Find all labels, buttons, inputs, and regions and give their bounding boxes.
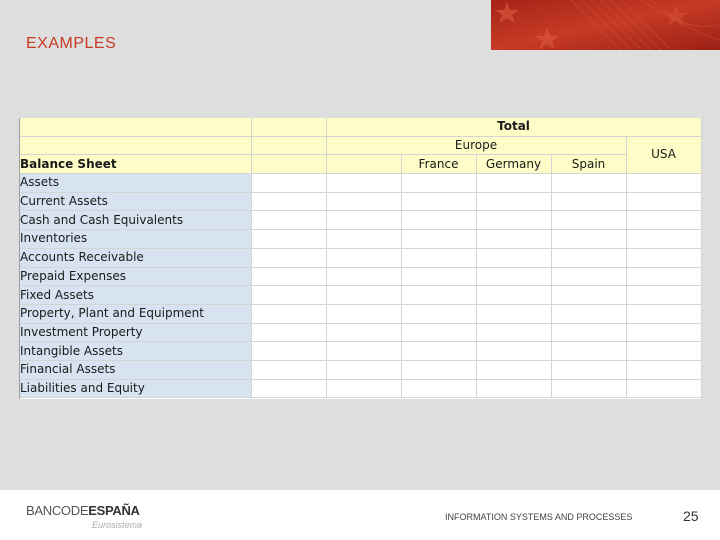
- data-cell[interactable]: [326, 360, 401, 379]
- header-cell: [20, 118, 251, 136]
- data-cell[interactable]: [251, 360, 326, 379]
- data-cell[interactable]: [326, 230, 401, 249]
- data-cell[interactable]: [326, 342, 401, 361]
- data-cell[interactable]: [251, 267, 326, 286]
- table-row: [20, 360, 701, 379]
- table-row: [20, 211, 701, 230]
- data-cell[interactable]: [401, 211, 476, 230]
- data-cell[interactable]: [401, 192, 476, 211]
- data-cell[interactable]: [626, 230, 701, 249]
- data-cell[interactable]: [551, 230, 626, 249]
- data-cell[interactable]: [551, 304, 626, 323]
- data-cell[interactable]: [476, 267, 551, 286]
- data-cell[interactable]: [476, 323, 551, 342]
- table-row: [20, 323, 701, 342]
- data-cell[interactable]: [251, 211, 326, 230]
- data-cell[interactable]: [251, 286, 326, 305]
- data-cell[interactable]: [551, 248, 626, 267]
- data-cell[interactable]: [401, 323, 476, 342]
- data-cell[interactable]: [476, 304, 551, 323]
- header-cell: [20, 136, 251, 155]
- header-total: Total: [326, 118, 701, 136]
- table-row: [20, 342, 701, 361]
- footer: [0, 490, 720, 540]
- row-label: Prepaid Expenses: [20, 267, 251, 286]
- header-balance-sheet: Balance Sheet: [20, 155, 251, 174]
- data-cell[interactable]: [326, 323, 401, 342]
- header-row-total: [20, 118, 701, 136]
- decorative-banner: [491, 0, 720, 50]
- data-cell[interactable]: [476, 192, 551, 211]
- data-cell[interactable]: [251, 230, 326, 249]
- data-cell[interactable]: [626, 192, 701, 211]
- data-cell[interactable]: [326, 379, 401, 398]
- page-number: 25: [683, 508, 699, 524]
- data-cell[interactable]: [401, 248, 476, 267]
- data-cell[interactable]: [326, 211, 401, 230]
- row-label: Financial Assets: [20, 360, 251, 379]
- data-cell[interactable]: [401, 342, 476, 361]
- table-row: [20, 267, 701, 286]
- data-cell[interactable]: [476, 379, 551, 398]
- data-cell[interactable]: [326, 286, 401, 305]
- row-label: Liabilities and Equity: [20, 379, 251, 398]
- header-cell: [251, 155, 326, 174]
- data-cell[interactable]: [626, 304, 701, 323]
- footer-caption: INFORMATION SYSTEMS AND PROCESSES: [445, 512, 633, 522]
- data-cell[interactable]: [551, 379, 626, 398]
- logo-subtitle: Eurosistema: [92, 520, 143, 530]
- data-cell[interactable]: [476, 211, 551, 230]
- data-cell[interactable]: [476, 360, 551, 379]
- row-label: Assets: [20, 174, 251, 193]
- data-cell[interactable]: [326, 174, 401, 193]
- data-cell[interactable]: [476, 286, 551, 305]
- logo-text-light: BANCODE: [26, 503, 89, 518]
- row-label: Current Assets: [20, 192, 251, 211]
- row-label: Fixed Assets: [20, 286, 251, 305]
- data-cell[interactable]: [401, 304, 476, 323]
- data-cell[interactable]: [626, 286, 701, 305]
- data-cell[interactable]: [626, 342, 701, 361]
- data-cell[interactable]: [401, 267, 476, 286]
- data-cell[interactable]: [476, 342, 551, 361]
- header-usa: USA: [626, 136, 701, 173]
- data-cell[interactable]: [626, 211, 701, 230]
- row-label: Accounts Receivable: [20, 248, 251, 267]
- data-cell[interactable]: [401, 379, 476, 398]
- data-cell[interactable]: [551, 174, 626, 193]
- data-cell[interactable]: [326, 248, 401, 267]
- row-label: Inventories: [20, 230, 251, 249]
- data-cell[interactable]: [326, 304, 401, 323]
- header-europe: Europe: [326, 136, 626, 155]
- spreadsheet: [19, 118, 701, 399]
- data-cell[interactable]: [551, 192, 626, 211]
- header-cell: [251, 136, 326, 155]
- table-row: [20, 304, 701, 323]
- data-cell[interactable]: [551, 267, 626, 286]
- header-cell: [326, 155, 401, 174]
- data-cell[interactable]: [626, 267, 701, 286]
- header-row-europe: [20, 136, 701, 155]
- table-row: [20, 379, 701, 398]
- data-cell[interactable]: [551, 286, 626, 305]
- balance-sheet-table: [20, 118, 702, 398]
- logo-text-bold: ESPAÑA: [88, 503, 140, 518]
- data-cell[interactable]: [401, 174, 476, 193]
- bank-logo: [26, 503, 140, 518]
- data-cell[interactable]: [626, 248, 701, 267]
- header-cell: [251, 118, 326, 136]
- data-cell[interactable]: [251, 192, 326, 211]
- data-cell[interactable]: [251, 323, 326, 342]
- row-label: Cash and Cash Equivalents: [20, 211, 251, 230]
- row-label: Intangible Assets: [20, 342, 251, 361]
- row-label: Investment Property: [20, 323, 251, 342]
- table-row: [20, 174, 701, 193]
- data-cell[interactable]: [476, 248, 551, 267]
- data-cell[interactable]: [626, 360, 701, 379]
- data-cell[interactable]: [626, 379, 701, 398]
- data-cell[interactable]: [251, 304, 326, 323]
- header-spain: Spain: [551, 155, 626, 174]
- header-germany: Germany: [476, 155, 551, 174]
- data-cell[interactable]: [476, 174, 551, 193]
- data-cell[interactable]: [626, 174, 701, 193]
- data-cell[interactable]: [551, 360, 626, 379]
- slide-title: EXAMPLES: [26, 35, 117, 52]
- data-cell[interactable]: [551, 211, 626, 230]
- header-france: France: [401, 155, 476, 174]
- data-cell[interactable]: [326, 192, 401, 211]
- table-row: [20, 248, 701, 267]
- table-row: [20, 286, 701, 305]
- data-cell[interactable]: [476, 230, 551, 249]
- data-cell[interactable]: [551, 323, 626, 342]
- header-row-countries: [20, 155, 701, 174]
- table-row: [20, 230, 701, 249]
- data-cell[interactable]: [251, 379, 326, 398]
- data-cell[interactable]: [251, 174, 326, 193]
- data-cell[interactable]: [401, 286, 476, 305]
- data-cell[interactable]: [251, 342, 326, 361]
- data-cell[interactable]: [326, 267, 401, 286]
- row-label: Property, Plant and Equipment: [20, 304, 251, 323]
- data-cell[interactable]: [251, 248, 326, 267]
- table-row: [20, 192, 701, 211]
- data-cell[interactable]: [401, 230, 476, 249]
- data-cell[interactable]: [626, 323, 701, 342]
- data-cell[interactable]: [551, 342, 626, 361]
- data-cell[interactable]: [401, 360, 476, 379]
